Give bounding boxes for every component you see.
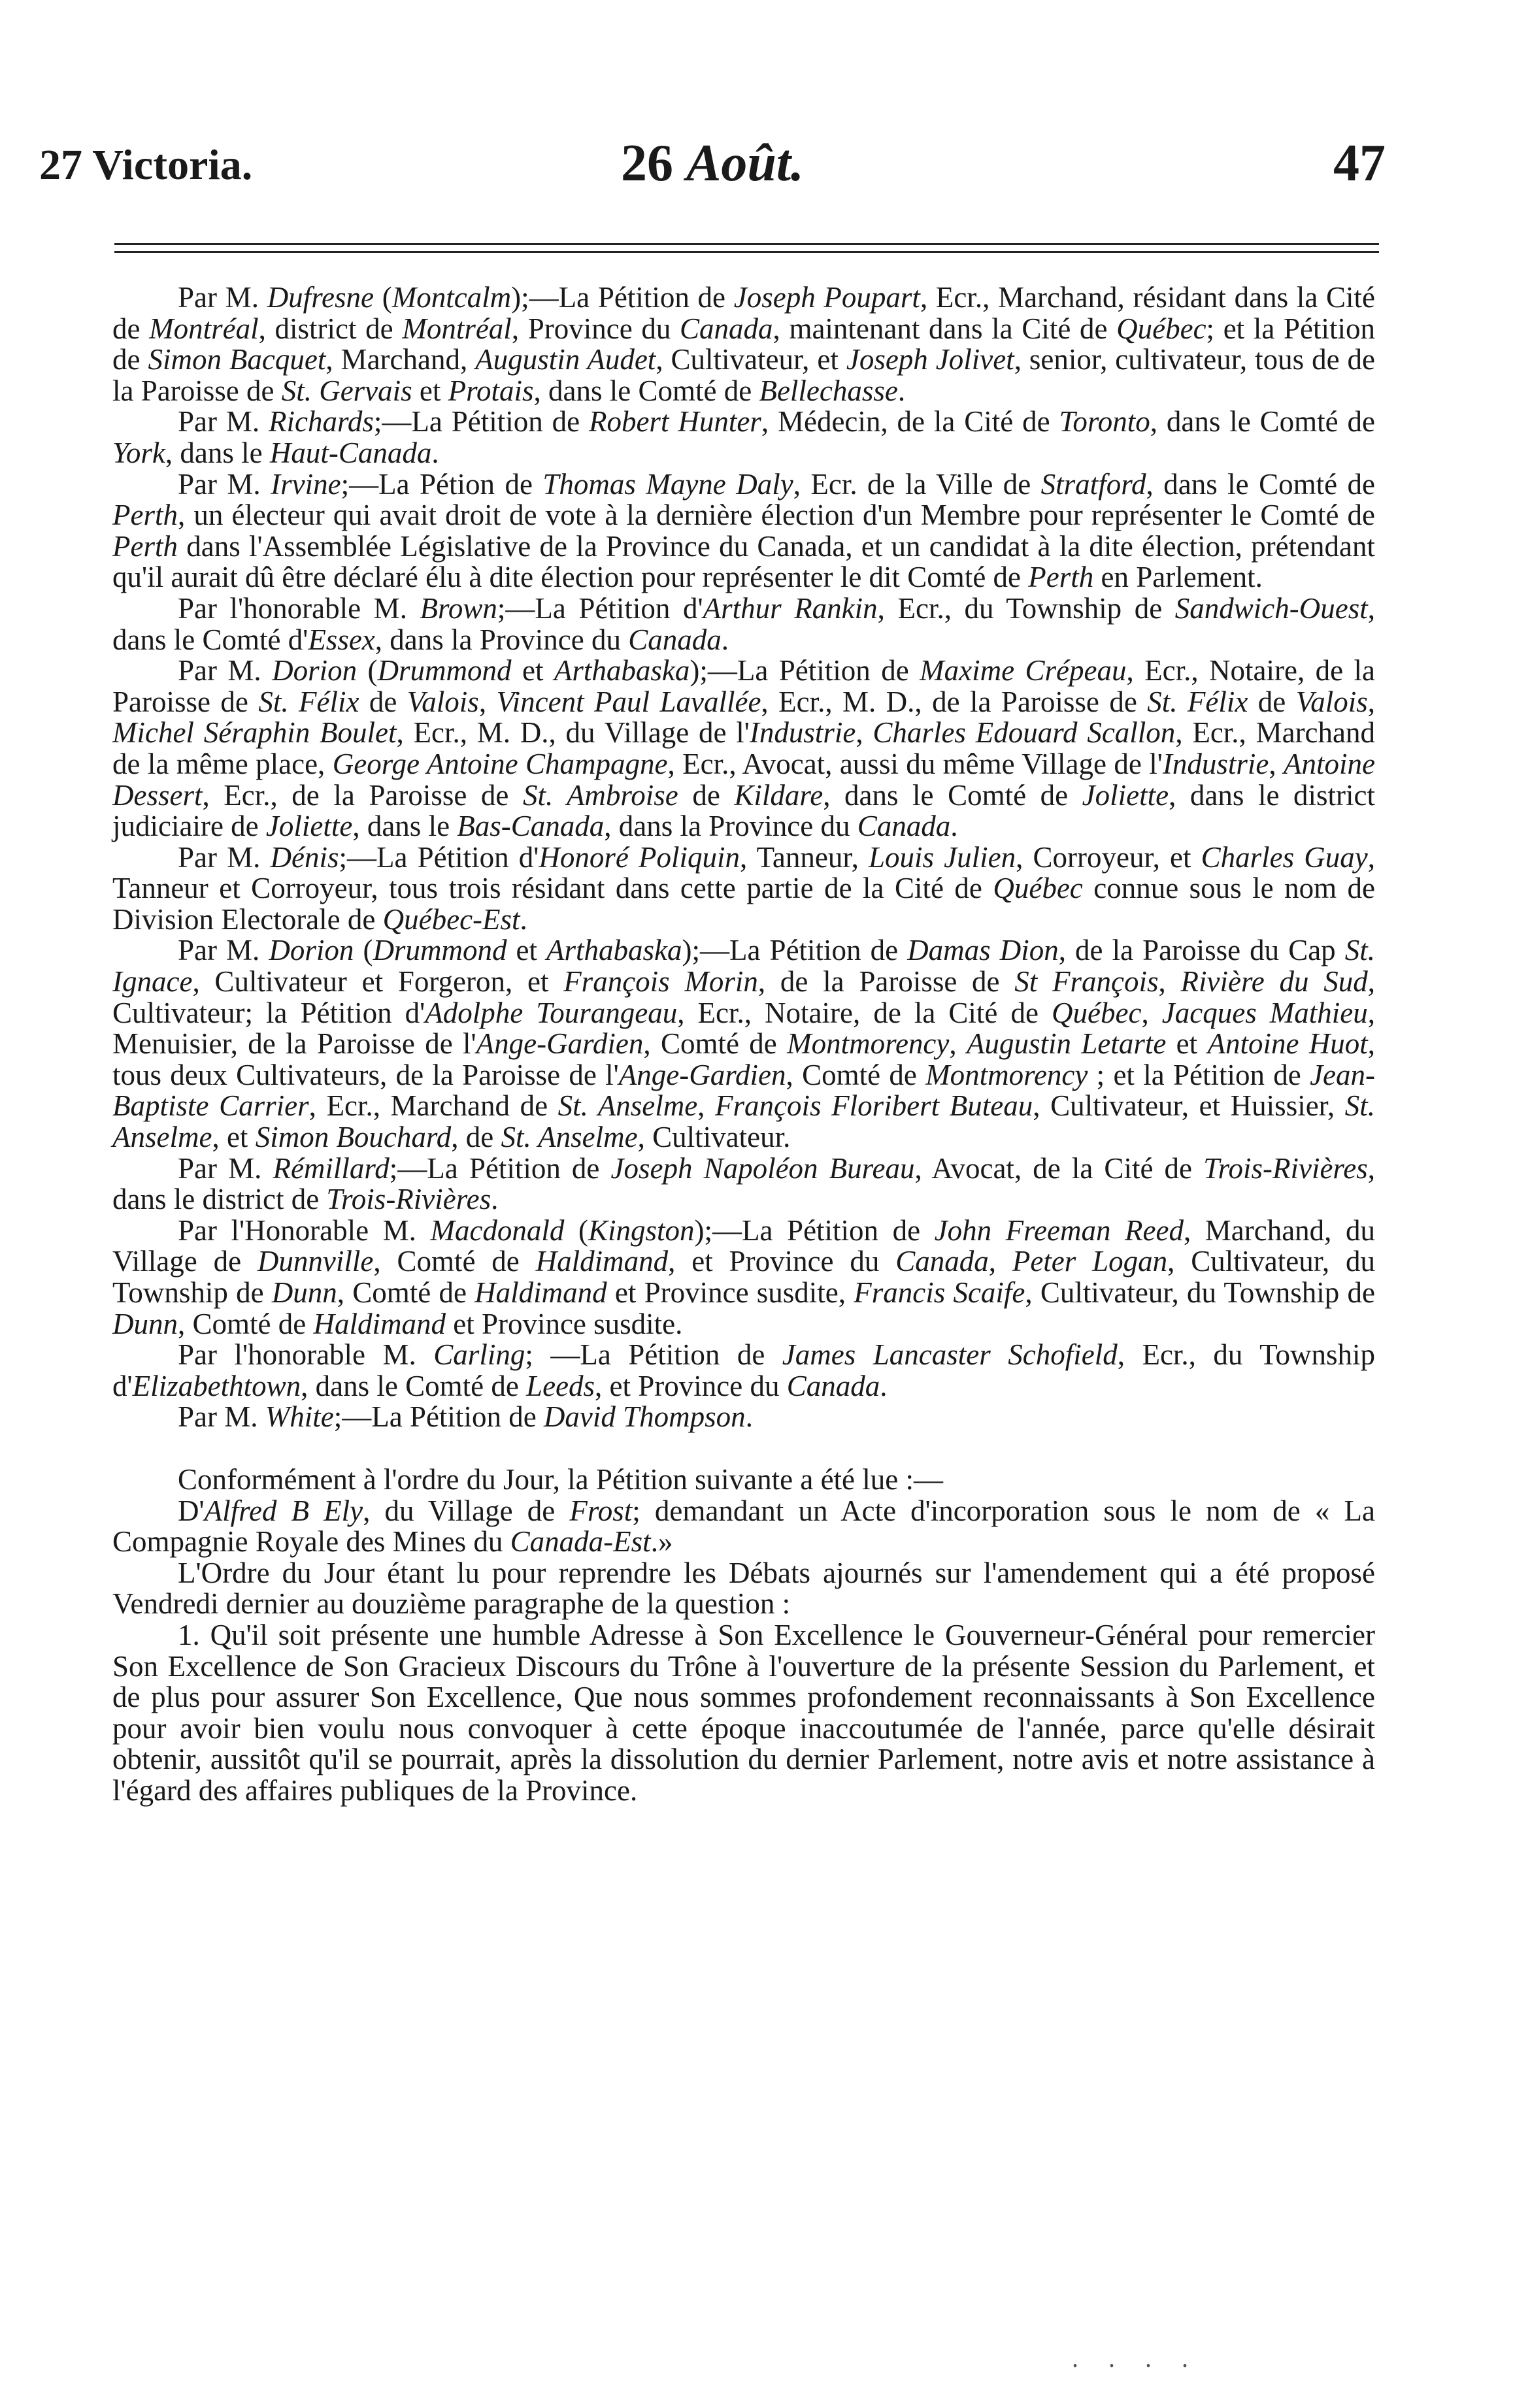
text-run: , Comté de bbox=[643, 1027, 788, 1061]
text-run: Par M. bbox=[178, 405, 269, 438]
italic-text-run: Montréal bbox=[149, 312, 259, 345]
text-run: );—La Pétition de bbox=[690, 654, 920, 687]
italic-text-run: Valois bbox=[1295, 685, 1368, 718]
italic-text-run: St. Anselme bbox=[501, 1121, 638, 1154]
italic-text-run: Haldimand bbox=[535, 1245, 669, 1278]
text-run: , dans la Province du bbox=[604, 810, 857, 843]
italic-text-run: St François bbox=[1014, 965, 1159, 998]
text-run: et Province susdite. bbox=[445, 1307, 683, 1340]
date-month: Août. bbox=[686, 135, 805, 192]
text-run: , Marchand, bbox=[325, 343, 476, 376]
italic-text-run: St. Ambroise bbox=[522, 778, 678, 812]
text-run: Par M. bbox=[178, 934, 269, 967]
italic-text-run: Montmorency bbox=[925, 1058, 1088, 1091]
text-run: Par M. bbox=[178, 654, 273, 687]
text-run: et bbox=[1166, 1027, 1208, 1061]
italic-text-run: Leeds bbox=[526, 1369, 595, 1402]
italic-text-run: Valois bbox=[407, 685, 479, 718]
text-run: et Province susdite, bbox=[607, 1276, 854, 1309]
text-run: , Ecr., Marchand, résidant dans la Cité de bbox=[112, 281, 1375, 345]
text-run: , Tanneur et Corroyeur, tous trois résidant dans cette partie de la Cité de bbox=[112, 840, 1375, 905]
text-run: , un électeur qui avait droit de vote à la dernière élection d'un Membre pour représenter le Comté de bbox=[177, 499, 1375, 532]
italic-text-run: Simon Bouchard bbox=[255, 1121, 452, 1154]
italic-text-run: Canada bbox=[895, 1245, 989, 1278]
italic-text-run: Haut-Canada bbox=[269, 436, 432, 469]
paragraph bbox=[112, 406, 1375, 469]
text-run: , Cultivateur et Forgeron, et bbox=[192, 965, 564, 998]
text-run: ;—La Pétition de bbox=[373, 405, 589, 438]
italic-text-run: Arthabaska bbox=[546, 934, 682, 967]
italic-text-run: Canada bbox=[680, 312, 773, 345]
text-run: , Avocat, de la Cité de bbox=[914, 1151, 1204, 1185]
text-run: , Comté de bbox=[178, 1307, 314, 1340]
italic-text-run: John Freeman Reed bbox=[934, 1213, 1184, 1247]
italic-text-run: Bellechasse bbox=[759, 374, 898, 407]
italic-text-run: Essex bbox=[308, 623, 375, 656]
italic-text-run: Jean-Baptiste Carrier bbox=[112, 1058, 1375, 1123]
text-run: , bbox=[1367, 685, 1375, 718]
italic-text-run: Kingston bbox=[588, 1213, 695, 1247]
text-run: , du Village de bbox=[363, 1494, 570, 1527]
text-run: ; et la Pétition de bbox=[112, 312, 1375, 376]
text-run: , Ecr., du Township de bbox=[877, 591, 1175, 625]
italic-text-run: Antoine Dessert bbox=[112, 747, 1376, 812]
text-run: Par l'honorable M. bbox=[178, 1338, 434, 1372]
italic-text-run: Adolphe Tourangeau bbox=[425, 996, 678, 1029]
italic-text-run: Jacques Mathieu bbox=[1161, 996, 1368, 1029]
header-rule-bottom bbox=[114, 251, 1379, 253]
italic-text-run: Brown bbox=[420, 591, 497, 625]
italic-text-run: Maxime Crépeau bbox=[920, 654, 1127, 687]
italic-text-run: François Floribert Buteau bbox=[715, 1089, 1033, 1123]
text-run: , Ecr., de la Paroisse de bbox=[202, 778, 523, 812]
italic-text-run: Toronto bbox=[1059, 405, 1150, 438]
text-run: , dans le Comté de bbox=[301, 1369, 527, 1402]
text-run: ;—La Pétition d' bbox=[497, 591, 703, 625]
italic-text-run: Charles Edouard Scallon bbox=[873, 716, 1176, 750]
italic-text-run: Arthur Rankin bbox=[703, 591, 878, 625]
text-run: L'Ordre du Jour étant lu pour reprendre les Débats ajournés sur l'amendement qui a été proposé Vendredi dernier au douzième paragraphe de la question : bbox=[112, 1556, 1375, 1621]
text-run: Par M. bbox=[178, 1151, 273, 1185]
italic-text-run: Dorion bbox=[272, 654, 357, 687]
italic-text-run: George Antoine Champagne bbox=[332, 747, 668, 780]
italic-text-run: Canada bbox=[786, 1369, 880, 1402]
italic-text-run: Haldimand bbox=[313, 1307, 446, 1340]
text-run: , maintenant dans la Cité de bbox=[773, 312, 1117, 345]
italic-text-run: Damas Dion bbox=[907, 934, 1059, 967]
paragraph bbox=[112, 282, 1375, 406]
text-run: , Tanneur, bbox=[740, 840, 869, 874]
session-label: 27 Victoria. bbox=[39, 141, 253, 189]
text-run: , Cultivateur, du Township de bbox=[112, 1245, 1376, 1309]
text-run: , Cultivateur, et bbox=[656, 343, 846, 376]
italic-text-run: Canada-Est bbox=[510, 1525, 651, 1559]
text-run: ; et la Pétition de bbox=[1088, 1058, 1310, 1091]
italic-text-run: St. Ignace bbox=[112, 934, 1376, 998]
text-run: , dans le district judiciaire de bbox=[112, 778, 1375, 843]
italic-text-run: Protais bbox=[448, 374, 534, 407]
italic-text-run: Louis Julien bbox=[868, 840, 1016, 874]
italic-text-run: Haldimand bbox=[474, 1276, 607, 1309]
italic-text-run: Kildare bbox=[734, 778, 823, 812]
italic-text-run: Québec bbox=[1052, 996, 1142, 1029]
italic-text-run: Antoine Huot bbox=[1207, 1027, 1368, 1061]
text-run: , Ecr. de la Ville de bbox=[793, 467, 1041, 501]
text-run: et bbox=[507, 934, 547, 967]
italic-text-run: Thomas Mayne Daly bbox=[542, 467, 793, 501]
paragraph bbox=[112, 1340, 1375, 1402]
italic-text-run: Québec-Est bbox=[382, 902, 520, 936]
text-run: de bbox=[678, 778, 735, 812]
text-run: , Cultivateur, et Huissier, bbox=[1033, 1089, 1345, 1123]
text-run: , Ecr., M. D., du Village de l' bbox=[396, 716, 750, 750]
text-run: , de la Paroisse de bbox=[757, 965, 1015, 998]
italic-text-run: Drummond bbox=[373, 934, 507, 967]
text-run: , bbox=[478, 685, 497, 718]
text-run: , Ecr., Notaire, de la Cité de bbox=[677, 996, 1052, 1029]
document-body bbox=[112, 282, 1375, 1807]
header-rule-top bbox=[114, 243, 1379, 245]
italic-text-run: Canada bbox=[628, 623, 722, 656]
text-run: , senior, cultivateur, tous de de la Paroisse de bbox=[112, 343, 1376, 407]
italic-text-run: St. Félix bbox=[1147, 685, 1248, 718]
text-run: . bbox=[431, 436, 439, 469]
text-run: dans l'Assemblée Législative de la Province du Canada, et un candidat à la dite élection, prétendant qu'il aurait dû être déclaré élu à dite élection pour représenter le dit Comté de bbox=[112, 529, 1375, 594]
italic-text-run: Dénis bbox=[270, 840, 339, 874]
paragraph bbox=[112, 469, 1375, 593]
text-run: );—La Pétition de bbox=[682, 934, 908, 967]
running-header bbox=[39, 134, 1386, 219]
text-run: ( bbox=[357, 654, 378, 687]
text-run: . bbox=[491, 1183, 499, 1216]
italic-text-run: Joliette bbox=[265, 810, 353, 843]
italic-text-run: Irvine bbox=[271, 467, 341, 501]
italic-text-run: Montréal bbox=[402, 312, 512, 345]
italic-text-run: Perth bbox=[112, 529, 178, 563]
italic-text-run: Drummond bbox=[377, 654, 512, 687]
text-run: , dans le bbox=[352, 810, 457, 843]
italic-text-run: Dorion bbox=[269, 934, 354, 967]
text-run: . bbox=[897, 374, 906, 407]
text-run: ( bbox=[564, 1213, 588, 1247]
italic-text-run: Elizabethtown bbox=[132, 1369, 301, 1402]
text-run: .» bbox=[650, 1525, 673, 1559]
italic-text-run: Alfred B Ely bbox=[204, 1494, 363, 1527]
text-run: ;—La Pétition de bbox=[333, 1400, 544, 1434]
italic-text-run: Simon Bacquet bbox=[148, 343, 326, 376]
italic-text-run: Dunn bbox=[271, 1276, 337, 1309]
text-run: , Menuisier, de la Paroisse de l' bbox=[112, 996, 1375, 1061]
text-run: , tous deux Cultivateurs, de la Paroisse de l' bbox=[112, 1027, 1376, 1091]
text-run: , Cultivateur; la Pétition d' bbox=[112, 965, 1375, 1029]
italic-text-run: Robert Hunter bbox=[588, 405, 761, 438]
text-run: , Ecr., Marchand de la même place, bbox=[112, 716, 1375, 780]
text-run: de bbox=[359, 685, 407, 718]
italic-text-run: Charles Guay bbox=[1201, 840, 1368, 874]
paragraph bbox=[112, 1558, 1375, 1620]
text-run: Par M. bbox=[178, 281, 267, 314]
italic-text-run: Montmorency bbox=[787, 1027, 950, 1061]
text-run: , Ecr., du Township d' bbox=[112, 1338, 1375, 1402]
text-run: ;—La Pétition de bbox=[389, 1151, 611, 1185]
italic-text-run: Macdonald bbox=[430, 1213, 565, 1247]
text-run: , dans le Comté de bbox=[533, 374, 759, 407]
italic-text-run: Trois-Rivières bbox=[326, 1183, 491, 1216]
paragraph bbox=[112, 655, 1375, 842]
italic-text-run: Rémillard bbox=[273, 1151, 390, 1185]
text-run: , Marchand, du Village de bbox=[112, 1213, 1375, 1278]
italic-text-run: Vincent Paul Lavallée bbox=[496, 685, 761, 718]
text-run: , bbox=[1269, 747, 1284, 780]
italic-text-run: Honoré Poliquin bbox=[539, 840, 740, 874]
italic-text-run: Frost bbox=[569, 1494, 633, 1527]
text-run: , dans la Province du bbox=[374, 623, 629, 656]
text-run: . bbox=[950, 810, 958, 843]
italic-text-run: Augustin Letarte bbox=[966, 1027, 1167, 1061]
italic-text-run: James Lancaster Schofield bbox=[782, 1338, 1118, 1372]
text-run: . bbox=[745, 1400, 753, 1434]
paragraph bbox=[112, 1153, 1375, 1215]
italic-text-run: François Morin bbox=[563, 965, 758, 998]
text-run: , Ecr., Avocat, aussi du même Village de l' bbox=[667, 747, 1163, 780]
text-run: , bbox=[1158, 965, 1181, 998]
italic-text-run: Québec bbox=[993, 872, 1083, 905]
text-run: , bbox=[1141, 996, 1162, 1029]
italic-text-run: Montcalm bbox=[391, 281, 512, 314]
italic-text-run: Arthabaska bbox=[554, 654, 690, 687]
text-run: , Comté de bbox=[786, 1058, 926, 1091]
text-run: de bbox=[1248, 685, 1296, 718]
text-run: connue sous le nom de Division Electorale de bbox=[112, 872, 1376, 936]
text-run: . bbox=[721, 623, 729, 656]
italic-text-run: St. Gervais bbox=[281, 374, 412, 407]
page-date bbox=[621, 134, 804, 193]
italic-text-run: Ange-Gardien bbox=[476, 1027, 644, 1061]
paragraph bbox=[112, 1215, 1375, 1340]
text-run: , de la Paroisse du Cap bbox=[1058, 934, 1345, 967]
text-run: , dans le bbox=[165, 436, 270, 469]
text-run: Par M. bbox=[178, 840, 271, 874]
page-number: 47 bbox=[1333, 135, 1386, 192]
italic-text-run: Dunnville bbox=[257, 1245, 374, 1278]
text-run: );—La Pétition de bbox=[694, 1213, 935, 1247]
text-run: , bbox=[697, 1089, 716, 1123]
text-run: et bbox=[511, 654, 554, 687]
italic-text-run: Perth bbox=[1028, 561, 1094, 594]
italic-text-run: Stratford bbox=[1040, 467, 1146, 501]
paragraph bbox=[112, 1496, 1375, 1558]
text-run: , Comté de bbox=[373, 1245, 536, 1278]
text-run: , district de bbox=[258, 312, 403, 345]
italic-text-run: St. Anselme bbox=[112, 1089, 1375, 1154]
italic-text-run: Augustin Audet bbox=[475, 343, 656, 376]
text-run: ; demandant un Acte d'incorporation sous le nom de « La Compagnie Royale des Mines du bbox=[112, 1494, 1375, 1559]
text-run: en Parlement. bbox=[1093, 561, 1263, 594]
text-run: , dans le Comté de bbox=[823, 778, 1082, 812]
text-run: . bbox=[880, 1369, 888, 1402]
italic-text-run: Dufresne bbox=[267, 281, 374, 314]
text-run: , bbox=[988, 1245, 1012, 1278]
italic-text-run: Michel Séraphin Boulet bbox=[112, 716, 397, 750]
text-run: ; —La Pétition de bbox=[525, 1338, 782, 1372]
text-run: , Corroyeur, et bbox=[1016, 840, 1201, 874]
text-run: , Province du bbox=[511, 312, 680, 345]
text-run: ;—La Pétion de bbox=[341, 467, 543, 501]
italic-text-run: Québec bbox=[1116, 312, 1206, 345]
italic-text-run: David Thompson bbox=[543, 1400, 746, 1434]
text-run: , bbox=[856, 716, 873, 750]
text-run: . bbox=[520, 902, 527, 936]
italic-text-run: Joliette bbox=[1082, 778, 1169, 812]
text-run: Conformément à l'ordre du Jour, la Pétition suivante a été lue :— bbox=[178, 1462, 944, 1496]
italic-text-run: Dunn bbox=[112, 1307, 178, 1340]
text-run: , Ecr., Marchand de bbox=[308, 1089, 558, 1123]
text-run: , et Province du bbox=[668, 1245, 896, 1278]
text-run: , Comté de bbox=[337, 1276, 475, 1309]
text-run: , Ecr., M. D., de la Paroisse de bbox=[761, 685, 1148, 718]
text-run: 1. Qu'il soit présente une humble Adresse à Son Excellence le Gouverneur-Général pour remercier Son Excellence de Son Gracieux Discours du Trône à l'ouverture de la présente Session du Parlement, et de plus pour assurer Son Excellence, Que nous sommes profondement reconnaissants à Son Excellence pour avoir bien voulu nous convoquer à cette époque inaccoutumée de l'année, parce qu'elle désirait obtenir, aussitôt qu'il se pourrait, après la dissolution du dernier Parlement, notre avis et notre assistance à l'égard des affaires publiques de la Province. bbox=[112, 1618, 1375, 1807]
text-run: , dans le Comté d' bbox=[112, 591, 1375, 656]
text-run: , Ecr., Notaire, de la Paroisse de bbox=[112, 654, 1376, 718]
italic-text-run: Industrie bbox=[749, 716, 856, 750]
text-run: , et bbox=[212, 1121, 256, 1154]
text-run: , Médecin, de la Cité de bbox=[761, 405, 1059, 438]
italic-text-run: Richards bbox=[269, 405, 374, 438]
paragraph bbox=[112, 1464, 1375, 1496]
paragraph bbox=[112, 593, 1375, 655]
paragraph bbox=[112, 1402, 1375, 1433]
text-run: , dans le Comté de bbox=[1146, 467, 1375, 501]
text-run: , dans le Comté de bbox=[1150, 405, 1375, 438]
italic-text-run: Joseph Napoléon Bureau bbox=[610, 1151, 915, 1185]
text-run: D' bbox=[178, 1494, 205, 1527]
text-run: ( bbox=[374, 281, 392, 314]
italic-text-run: Rivière du Sud bbox=[1180, 965, 1368, 998]
text-run: et bbox=[412, 374, 448, 407]
text-run: , Cultivateur. bbox=[637, 1121, 791, 1154]
text-run: Par M. bbox=[178, 467, 271, 501]
italic-text-run: Canada bbox=[857, 810, 951, 843]
italic-text-run: Perth bbox=[112, 499, 178, 532]
text-run: , bbox=[949, 1027, 967, 1061]
text-run: , Cultivateur, du Township de bbox=[1025, 1276, 1375, 1309]
italic-text-run: White bbox=[265, 1400, 334, 1434]
text-run: , de bbox=[451, 1121, 501, 1154]
italic-text-run: Bas-Canada bbox=[457, 810, 605, 843]
paragraph bbox=[112, 1620, 1375, 1807]
paragraph bbox=[112, 935, 1375, 1153]
text-run: Par l'honorable M. bbox=[178, 591, 420, 625]
text-run: , dans le district de bbox=[112, 1151, 1375, 1216]
text-run: );—La Pétition de bbox=[511, 281, 734, 314]
text-run: Par M. bbox=[178, 1400, 265, 1434]
italic-text-run: St. Anselme bbox=[557, 1089, 698, 1123]
italic-text-run: St. Félix bbox=[258, 685, 359, 718]
footer-dots: . . . . bbox=[1072, 2343, 1200, 2373]
italic-text-run: Francis Scaife bbox=[854, 1276, 1025, 1309]
italic-text-run: Industrie bbox=[1162, 747, 1269, 780]
italic-text-run: York bbox=[112, 436, 165, 469]
text-run: Par l'Honorable M. bbox=[178, 1213, 431, 1247]
italic-text-run: Peter Logan bbox=[1012, 1245, 1168, 1278]
italic-text-run: Ange-Gardien bbox=[618, 1058, 786, 1091]
italic-text-run: Sandwich-Ouest bbox=[1174, 591, 1368, 625]
italic-text-run: Carling bbox=[433, 1338, 525, 1372]
text-run: , et Province du bbox=[595, 1369, 787, 1402]
italic-text-run: Trois-Rivières bbox=[1203, 1151, 1368, 1185]
text-run: ( bbox=[354, 934, 373, 967]
text-run: ;—La Pétition d' bbox=[339, 840, 539, 874]
italic-text-run: Joseph Poupart bbox=[733, 281, 920, 314]
date-day: 26 bbox=[620, 135, 673, 192]
italic-text-run: Joseph Jolivet bbox=[846, 343, 1014, 376]
paragraph bbox=[112, 842, 1375, 936]
